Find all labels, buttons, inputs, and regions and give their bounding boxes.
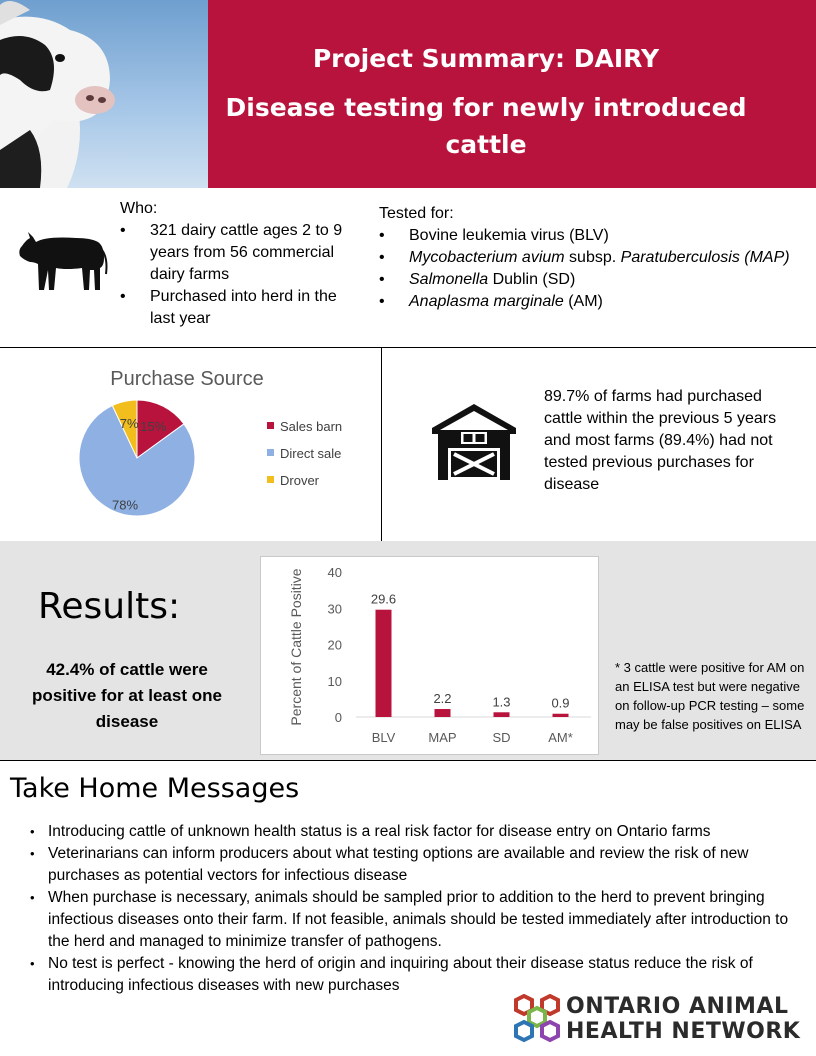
pie-title: Purchase Source	[110, 368, 264, 390]
logo-line2: HEALTH NETWORK	[566, 1019, 801, 1044]
y-tick-label: 30	[327, 601, 342, 617]
tested-item-map-mid: subsp.	[564, 249, 621, 266]
cow-photo	[0, 0, 208, 188]
tested-item-am-text: (AM)	[563, 293, 603, 310]
tested-item-sd	[379, 269, 799, 291]
who-list	[120, 220, 365, 330]
y-axis-label: Percent of Cattle Positive	[288, 568, 304, 726]
take-home-title: Take Home Messages	[10, 773, 300, 804]
who-item-1: • 321 dairy cattle ages 2 to 9 years from 56 commercial dairy farms	[120, 220, 365, 286]
legend-swatch	[267, 449, 274, 456]
purchase-source-chart	[60, 360, 370, 530]
tested-item-am-species: Anaplasma marginale	[409, 293, 564, 310]
legend-label: Direct sale	[280, 446, 342, 461]
header-band	[208, 0, 816, 188]
results-title: Results:	[38, 586, 181, 627]
bar-am	[553, 714, 569, 717]
results-summary: 42.4% of cattle were positive for at least one disease	[32, 660, 222, 731]
who-item-2: • Purchased into herd in the last year	[120, 286, 365, 330]
bar-data-label: 2.2	[433, 691, 452, 707]
divider	[0, 760, 816, 761]
bar-data-label: 1.3	[492, 694, 511, 710]
page-subtitle	[208, 89, 764, 163]
who-section	[120, 198, 365, 330]
y-tick-label: 10	[327, 673, 342, 689]
divider	[381, 347, 382, 541]
y-tick-label: 20	[327, 637, 342, 653]
bar-sd	[494, 712, 510, 717]
pie-data-label: 78%	[112, 497, 139, 513]
y-tick-label: 40	[327, 565, 342, 580]
x-tick-label: MAP	[428, 730, 457, 745]
take-home-item: • No test is perfect - knowing the herd of origin and inquiring about their disease status reduce the risk of introducing infectious diseases with new purchases	[30, 953, 790, 997]
take-home-item: • When purchase is necessary, animals should be sampled prior to addition to the herd to prevent bringing infectious diseases onto their farm. If not feasible, animals should be tested immediately after introduction to the herd and managed to minimize transfer of pathogens.	[30, 887, 790, 953]
barn-icon	[428, 402, 520, 482]
x-tick-label: SD	[492, 730, 511, 745]
tested-heading: Tested for:	[379, 205, 454, 222]
x-tick-label: BLV	[371, 730, 396, 745]
logo-text	[566, 994, 800, 1044]
results-chart	[260, 556, 599, 755]
cow-icon	[16, 228, 108, 296]
results-bar-chart	[261, 557, 598, 754]
tested-item-map-species: Paratuberculosis (MAP)	[620, 249, 790, 266]
page-title: Project Summary: DAIRY	[312, 44, 660, 73]
take-home-list	[30, 821, 790, 997]
tested-item-sd-genus: Salmonella	[409, 271, 489, 288]
tested-item-am	[379, 291, 799, 313]
results-footnote: * 3 cattle were positive for AM on an ELISA test but were negative on follow-up PCR testing – some may be false positives on ELISA	[615, 660, 805, 732]
cow-photo-icon	[0, 0, 208, 188]
who-heading: Who:	[120, 200, 158, 217]
tested-item-map-genus: Mycobacterium avium	[409, 249, 565, 266]
tested-item-sd-text: Dublin (SD)	[488, 271, 576, 288]
legend-label: Drover	[280, 473, 320, 488]
x-tick-label: AM*	[548, 730, 573, 745]
tested-item-map	[379, 247, 799, 269]
pie-data-label: 15%	[140, 418, 167, 434]
take-home-item: • Introducing cattle of unknown health status is a real risk factor for disease entry on Ontario farms	[30, 821, 790, 843]
bar-map	[435, 709, 451, 717]
legend-swatch	[267, 476, 274, 483]
tested-item-blv	[379, 225, 799, 247]
y-tick-label: 0	[334, 710, 342, 725]
tested-item-blv-text: Bovine leukemia virus (BLV)	[409, 227, 609, 244]
legend-label: Sales barn	[280, 419, 343, 434]
divider	[0, 347, 816, 348]
tested-list	[379, 225, 799, 313]
page-subtitle-line1: Disease testing for newly introduced	[225, 93, 747, 122]
take-home-item: • Veterinarians can inform producers about what testing options are available and review the risk of new purchases as potential vectors for infectious disease	[30, 843, 790, 887]
bar-blv	[376, 610, 392, 717]
barn-note-text: 89.7% of farms had purchased cattle within the previous 5 years and most farms (89.4%) had not tested previous purchases for disease	[544, 388, 777, 493]
bar-data-label: 0.9	[551, 695, 570, 711]
oahn-logo-icon	[512, 994, 564, 1044]
pie-data-label: 7%	[119, 415, 139, 431]
tested-section	[379, 203, 799, 313]
bar-data-label: 29.6	[370, 591, 397, 607]
legend-swatch	[267, 422, 274, 429]
page-subtitle-line2: cattle	[445, 130, 527, 159]
logo-line1: ONTARIO ANIMAL	[566, 994, 789, 1019]
